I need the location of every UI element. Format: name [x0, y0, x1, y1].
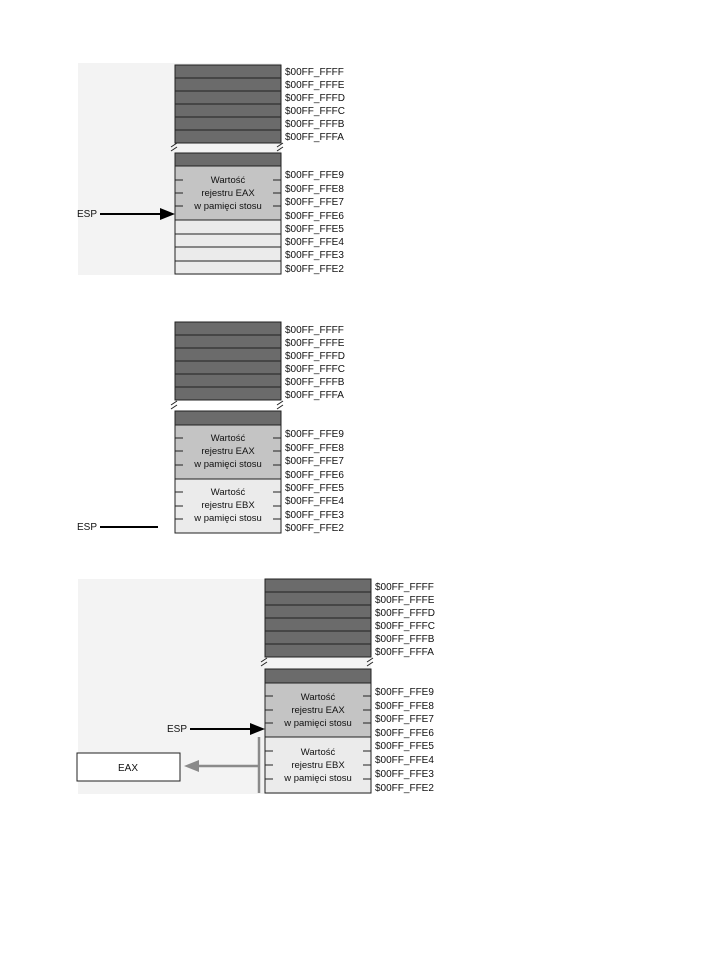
panel-1-eax-line-1: Wartość: [210, 175, 246, 186]
panel-1-addr-5: $00FF_FFFA: [285, 132, 344, 143]
panel-1-addr-3: $00FF_FFFC: [285, 106, 346, 117]
panel-2-dark-cell: [175, 411, 281, 425]
panel-2-addr-11: $00FF_FFE4: [285, 496, 344, 507]
panel-3: [77, 579, 435, 794]
panel-3-eax-line-3: w pamięci stosu: [284, 718, 352, 729]
panel-2-addr-2: $00FF_FFFD: [285, 351, 346, 362]
panel-2-addr-5: $00FF_FFFA: [285, 390, 344, 401]
panel-2-ebx-line-2: rejestru EBX: [201, 500, 255, 511]
panel-2-addr-13: $00FF_FFE2: [285, 523, 344, 534]
panel-2-esp-label: ESP: [77, 522, 98, 533]
panel-2-addr-7: $00FF_FFE8: [285, 443, 344, 454]
panel-1: [77, 63, 345, 275]
panel-2-addr-1: $00FF_FFFE: [285, 338, 345, 349]
panel-2-addr-8: $00FF_FFE7: [285, 456, 344, 467]
panel-3-ebx-line-2: rejestru EBX: [291, 760, 345, 771]
panel-3-addr-5: $00FF_FFFA: [375, 647, 434, 658]
panel-3-dark-cell: [265, 669, 371, 683]
panel-1-eax-line-3: w pamięci stosu: [194, 201, 262, 212]
panel-1-esp-label: ESP: [77, 209, 98, 220]
panel-3-addr-2: $00FF_FFFD: [375, 608, 436, 619]
panel-1-addr-1: $00FF_FFFE: [285, 80, 345, 91]
panel-2-addr-6: $00FF_FFE9: [285, 429, 344, 440]
panel-3-addr-3: $00FF_FFFC: [375, 621, 436, 632]
panel-1-addr-2: $00FF_FFFD: [285, 93, 346, 104]
panel-2: [77, 322, 345, 534]
panel-1-addr-7: $00FF_FFE8: [285, 184, 344, 195]
panel-2-addr-10: $00FF_FFE5: [285, 483, 344, 494]
panel-2-addr-4: $00FF_FFFB: [285, 377, 345, 388]
panel-1-addr-13: $00FF_FFE2: [285, 264, 344, 275]
panel-3-addr-12: $00FF_FFE3: [375, 769, 434, 780]
eax-register-label: EAX: [117, 763, 139, 774]
panel-3-addr-1: $00FF_FFFE: [375, 595, 435, 606]
panel-2-ebx-line-3: w pamięci stosu: [194, 513, 262, 524]
panel-3-addr-8: $00FF_FFE7: [375, 714, 434, 725]
panel-2-eax-line-3: w pamięci stosu: [194, 459, 262, 470]
panel-3-addr-11: $00FF_FFE4: [375, 755, 434, 766]
panel-3-esp-label: ESP: [167, 724, 188, 735]
panel-2-addr-9: $00FF_FFE6: [285, 470, 344, 481]
panel-1-addr-12: $00FF_FFE3: [285, 250, 344, 261]
panel-2-addr-12: $00FF_FFE3: [285, 510, 344, 521]
panel-2-break-mark: [171, 401, 283, 409]
panel-2-eax-line-1: Wartość: [210, 433, 246, 444]
panel-3-addr-9: $00FF_FFE6: [375, 728, 434, 739]
panel-3-addr-0: $00FF_FFFF: [375, 582, 434, 593]
panel-1-addr-10: $00FF_FFE5: [285, 224, 344, 235]
panel-1-addr-0: $00FF_FFFF: [285, 67, 344, 78]
panel-1-addr-4: $00FF_FFFB: [285, 119, 345, 130]
panel-2-ebx-line-1: Wartość: [210, 487, 246, 498]
panel-2-eax-line-2: rejestru EAX: [201, 446, 255, 457]
panel-3-addr-10: $00FF_FFE5: [375, 741, 434, 752]
panel-1-eax-line-2: rejestru EAX: [201, 188, 255, 199]
panel-1-addr-6: $00FF_FFE9: [285, 170, 344, 181]
panel-1-addr-8: $00FF_FFE7: [285, 197, 344, 208]
panel-3-addr-7: $00FF_FFE8: [375, 701, 434, 712]
panel-3-addr-13: $00FF_FFE2: [375, 783, 434, 794]
panel-2-addr-0: $00FF_FFFF: [285, 325, 344, 336]
panel-2-addr-3: $00FF_FFFC: [285, 364, 346, 375]
panel-1-addr-9: $00FF_FFE6: [285, 211, 344, 222]
panel-3-eax-line-1: Wartość: [300, 692, 336, 703]
panel-1-dark-cell: [175, 153, 281, 166]
panel-1-addr-11: $00FF_FFE4: [285, 237, 344, 248]
panel-3-addr-4: $00FF_FFFB: [375, 634, 435, 645]
panel-3-ebx-line-3: w pamięci stosu: [284, 773, 352, 784]
panel-3-addr-6: $00FF_FFE9: [375, 687, 434, 698]
panel-3-ebx-line-1: Wartość: [300, 747, 336, 758]
panel-3-eax-line-2: rejestru EAX: [291, 705, 345, 716]
